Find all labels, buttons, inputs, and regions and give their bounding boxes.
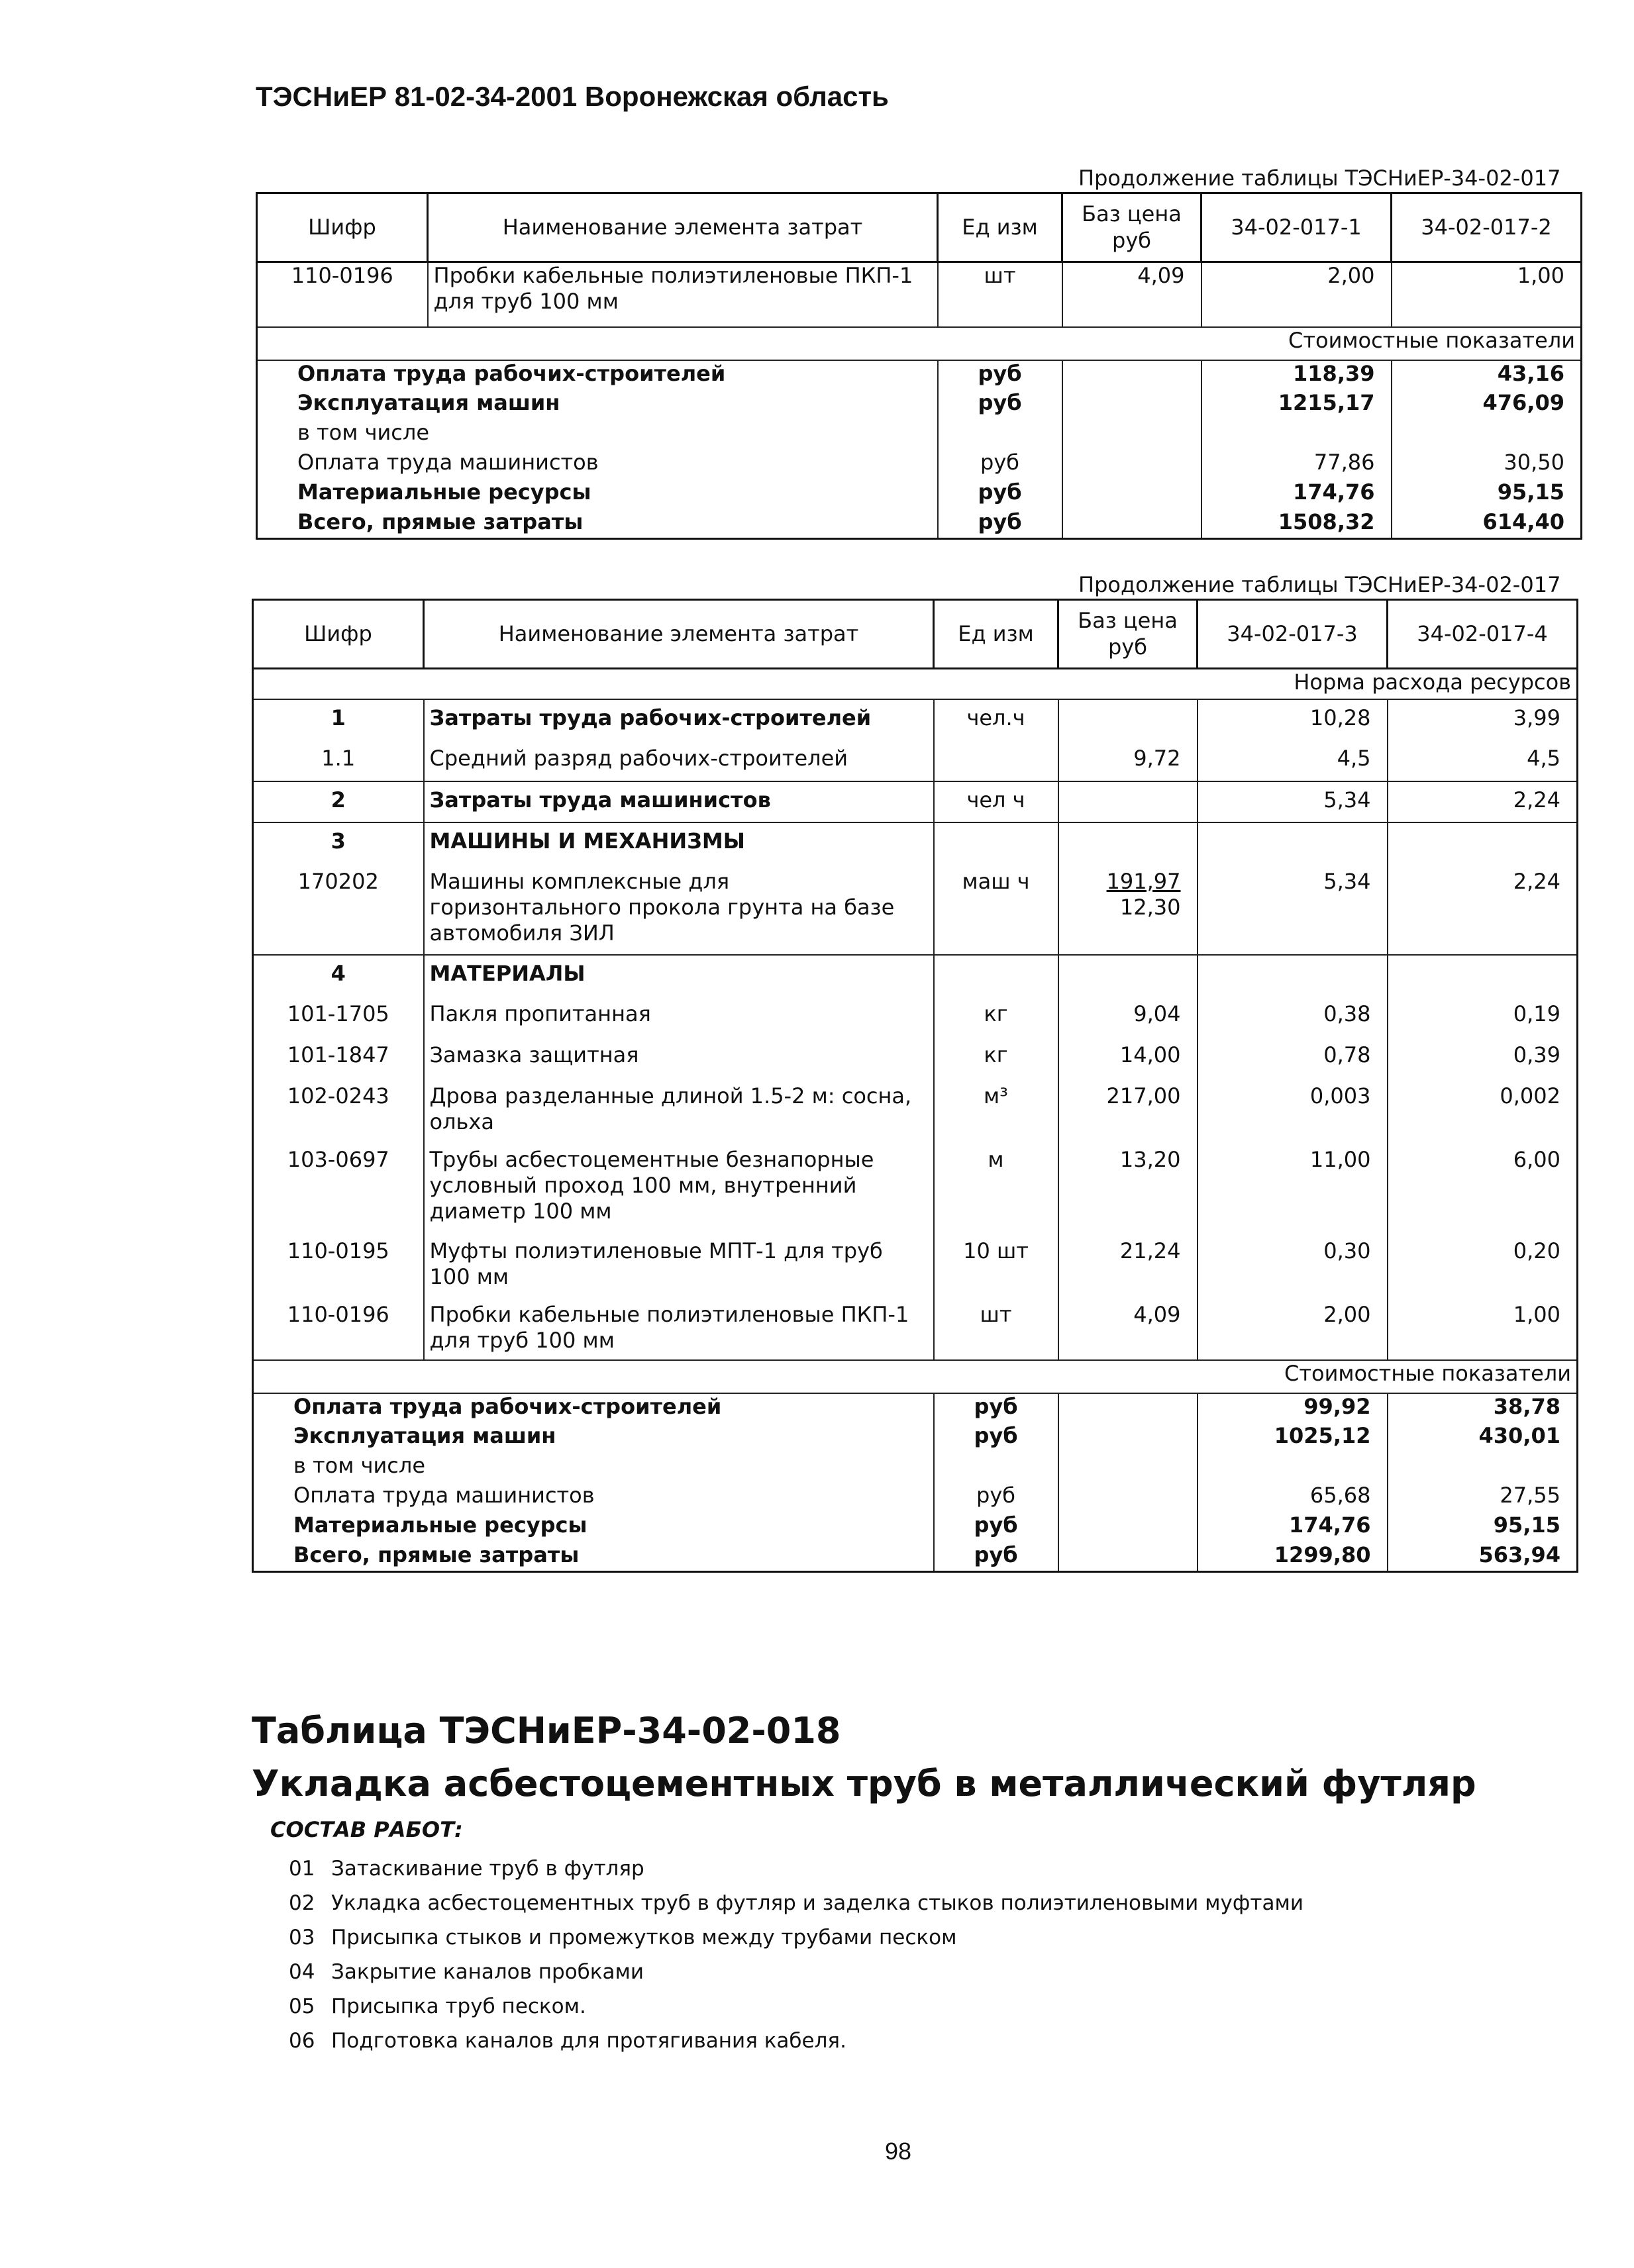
cell-code: 103-0697: [253, 1142, 424, 1233]
cost-value-2: 563,94: [1388, 1542, 1578, 1572]
cell-value-2: 1,00: [1392, 262, 1582, 327]
cell-code: 4: [253, 955, 424, 996]
table-row: [253, 955, 1578, 996]
cost-price-empty: [1058, 1393, 1198, 1423]
cost-unit: [938, 420, 1062, 450]
header-price: Баз цена руб: [1062, 193, 1201, 262]
cell-unit: кг: [934, 996, 1058, 1037]
header-name: Наименование элемента затрат: [428, 193, 938, 262]
cost-unit: руб: [934, 1512, 1058, 1542]
cell-value-2: [1388, 822, 1578, 863]
cell-price: [1058, 863, 1198, 955]
cost-value-1: [1201, 420, 1392, 450]
cell-code: 102-0243: [253, 1078, 424, 1142]
cost-row: [253, 1423, 1578, 1453]
cost-unit: руб: [938, 390, 1062, 420]
cell-value-1: [1198, 955, 1388, 996]
cost-price-empty: [1058, 1423, 1198, 1453]
work-item: [289, 1886, 1303, 1920]
cell-code: 170202: [253, 863, 424, 955]
cell-value-1: [1198, 822, 1388, 863]
table-row: [253, 699, 1578, 740]
cost-name: Всего, прямые затраты: [253, 1542, 934, 1572]
work-composition-heading: СОСТАВ РАБОТ:: [270, 1817, 463, 1842]
cell-name: МАТЕРИАЛЫ: [424, 955, 934, 996]
cell-value-1: 0,38: [1198, 996, 1388, 1037]
cell-price: 9,04: [1058, 996, 1198, 1037]
cost-value-1: 65,68: [1198, 1483, 1388, 1512]
cell-name: Машины комплексные для горизонтального прокола грунта на базе автомобиля ЗИЛ: [424, 863, 934, 955]
cell-value-2: 0,002: [1388, 1078, 1578, 1142]
header-price: Баз цена руб: [1058, 600, 1198, 669]
cost-value-2: 430,01: [1388, 1423, 1578, 1453]
cell-unit: [934, 822, 1058, 863]
cell-code: 110-0196: [257, 262, 428, 327]
cost-value-2: 614,40: [1392, 509, 1582, 539]
cell-code: 3: [253, 822, 424, 863]
header-name: Наименование элемента затрат: [424, 600, 934, 669]
cell-value-1: 10,28: [1198, 699, 1388, 740]
cell-value-1: 0,30: [1198, 1233, 1388, 1297]
cell-code: 1.1: [253, 740, 424, 781]
work-item-text: Подготовка каналов для протягивания кабеля.: [331, 2029, 846, 2053]
resource-table-1: [256, 192, 1582, 540]
cost-value-2: 95,15: [1388, 1512, 1578, 1542]
cost-price-empty: [1062, 390, 1201, 420]
work-item: [289, 1989, 1303, 2024]
cost-price-empty: [1062, 360, 1201, 390]
cell-value-2: 0,20: [1388, 1233, 1578, 1297]
cost-price-empty: [1058, 1483, 1198, 1512]
cost-name: в том числе: [257, 420, 938, 450]
cost-unit: руб: [934, 1423, 1058, 1453]
table-row: [253, 1233, 1578, 1297]
cell-name: Затраты труда рабочих-строителей: [424, 699, 934, 740]
cell-price: [1058, 699, 1198, 740]
cell-value-2: [1388, 955, 1578, 996]
cell-value-2: 4,5: [1388, 740, 1578, 781]
cost-value-2: 476,09: [1392, 390, 1582, 420]
cost-unit: руб: [934, 1483, 1058, 1512]
cost-price-empty: [1062, 509, 1201, 539]
header-col1: 34-02-017-3: [1198, 600, 1388, 669]
cell-price: 4,09: [1062, 262, 1201, 327]
cost-value-2: [1392, 420, 1582, 450]
cell-code: 110-0195: [253, 1233, 424, 1297]
cell-value-1: 2,00: [1198, 1297, 1388, 1360]
cell-code: 2: [253, 781, 424, 822]
cost-unit: руб: [938, 360, 1062, 390]
cell-name: Пробки кабельные полиэтиленовые ПКП-1 для труб 100 мм: [428, 262, 938, 327]
cell-value-2: 2,24: [1388, 863, 1578, 955]
cell-unit: 10 шт: [934, 1233, 1058, 1297]
header-col2: 34-02-017-2: [1392, 193, 1582, 262]
cell-value-2: 2,24: [1388, 781, 1578, 822]
cell-name: Дрова разделанные длиной 1.5-2 м: сосна, ольха: [424, 1078, 934, 1142]
table-row: [253, 1078, 1578, 1142]
cell-name: Затраты труда машинистов: [424, 781, 934, 822]
price-secondary: 12,30: [1119, 894, 1181, 920]
cost-unit: руб: [938, 450, 1062, 479]
price-primary: 191,97: [1106, 868, 1181, 894]
cell-code: 101-1847: [253, 1037, 424, 1078]
cell-value-1: 5,34: [1198, 863, 1388, 955]
cost-value-1: 174,76: [1201, 479, 1392, 509]
cell-price: 21,24: [1058, 1233, 1198, 1297]
work-item-text: Присыпка стыков и промежутков между трубами песком: [331, 1926, 957, 1949]
table-row: [253, 1142, 1578, 1233]
cost-unit: руб: [934, 1542, 1058, 1572]
header-unit: Ед изм: [934, 600, 1058, 669]
work-item-number: 03: [289, 1926, 315, 1949]
header-col1: 34-02-017-1: [1201, 193, 1392, 262]
resource-table-2: [252, 599, 1578, 1573]
work-composition-list: [289, 1851, 1303, 2058]
cell-price: 9,72: [1058, 740, 1198, 781]
cost-row: [257, 390, 1582, 420]
cost-value-2: 43,16: [1392, 360, 1582, 390]
cost-name: Материальные ресурсы: [257, 479, 938, 509]
work-item-text: Присыпка труб песком.: [331, 1995, 586, 2018]
cost-name: Материальные ресурсы: [253, 1512, 934, 1542]
cost-row: [257, 420, 1582, 450]
cost-value-1: 1025,12: [1198, 1423, 1388, 1453]
cell-name: Замазка защитная: [424, 1037, 934, 1078]
cell-value-1: 0,78: [1198, 1037, 1388, 1078]
cost-row: [257, 450, 1582, 479]
cell-code: 1: [253, 699, 424, 740]
cell-unit: [934, 955, 1058, 996]
table-row: [253, 740, 1578, 781]
table-row: [253, 863, 1578, 955]
table-subtitle: Укладка асбестоцементных труб в металлический футляр: [252, 1763, 1476, 1804]
cell-name: Муфты полиэтиленовые МПТ-1 для труб 100 мм: [424, 1233, 934, 1297]
cell-name: Трубы асбестоцементные безнапорные условный проход 100 мм, внутренний диаметр 100 мм: [424, 1142, 934, 1233]
cell-unit: [934, 740, 1058, 781]
cost-value-2: [1388, 1453, 1578, 1483]
cost-name: в том числе: [253, 1453, 934, 1483]
cell-unit: маш ч: [934, 863, 1058, 955]
cost-name: Всего, прямые затраты: [257, 509, 938, 539]
cost-value-1: 77,86: [1201, 450, 1392, 479]
cell-price: [1058, 822, 1198, 863]
cost-name: Оплата труда рабочих-строителей: [253, 1393, 934, 1423]
cost-row: [253, 1512, 1578, 1542]
work-item: [289, 1920, 1303, 1955]
cost-value-2: 95,15: [1392, 479, 1582, 509]
table-row: [253, 996, 1578, 1037]
cell-value-1: 11,00: [1198, 1142, 1388, 1233]
cell-code: 101-1705: [253, 996, 424, 1037]
cell-unit: чел ч: [934, 781, 1058, 822]
cell-unit: м: [934, 1142, 1058, 1233]
page-number: 98: [885, 2138, 912, 2165]
cost-value-1: 174,76: [1198, 1512, 1388, 1542]
cell-value-2: 0,39: [1388, 1037, 1578, 1078]
cost-name: Оплата труда машинистов: [257, 450, 938, 479]
cost-value-2: 27,55: [1388, 1483, 1578, 1512]
cell-price: [1058, 955, 1198, 996]
work-item-number: 02: [289, 1891, 315, 1915]
cost-value-1: 118,39: [1201, 360, 1392, 390]
cell-name: МАШИНЫ И МЕХАНИЗМЫ: [424, 822, 934, 863]
cost-unit: руб: [934, 1393, 1058, 1423]
cell-name: Средний разряд рабочих-строителей: [424, 740, 934, 781]
cell-value-1: 4,5: [1198, 740, 1388, 781]
cost-name: Оплата труда машинистов: [253, 1483, 934, 1512]
table-row: [253, 1297, 1578, 1360]
cell-value-1: 2,00: [1201, 262, 1392, 327]
cost-value-1: 1508,32: [1201, 509, 1392, 539]
cell-price: 13,20: [1058, 1142, 1198, 1233]
cost-price-empty: [1058, 1512, 1198, 1542]
cell-price: 4,09: [1058, 1297, 1198, 1360]
header-code: Шифр: [253, 600, 424, 669]
work-item-number: 05: [289, 1995, 315, 2018]
cost-value-1: 1299,80: [1198, 1542, 1388, 1572]
cell-value-2: 3,99: [1388, 699, 1578, 740]
cost-value-1: [1198, 1453, 1388, 1483]
cell-value-2: 0,19: [1388, 996, 1578, 1037]
cell-value-2: 1,00: [1388, 1297, 1578, 1360]
cost-value-2: 30,50: [1392, 450, 1582, 479]
cost-value-2: 38,78: [1388, 1393, 1578, 1423]
cost-row: [253, 1483, 1578, 1512]
work-item-text: Закрытие каналов пробками: [331, 1960, 644, 1984]
cost-name: Эксплуатация машин: [253, 1423, 934, 1453]
cost-row: [257, 479, 1582, 509]
work-item-text: Затаскивание труб в футляр: [331, 1857, 644, 1881]
cost-value-1: 1215,17: [1201, 390, 1392, 420]
cost-row: [253, 1393, 1578, 1423]
cell-code: 110-0196: [253, 1297, 424, 1360]
work-item: [289, 1955, 1303, 1989]
cell-unit: шт: [934, 1297, 1058, 1360]
work-item: [289, 1851, 1303, 1886]
cell-unit: чел.ч: [934, 699, 1058, 740]
work-item-number: 01: [289, 1857, 315, 1881]
cell-name: Пробки кабельные полиэтиленовые ПКП-1 для труб 100 мм: [424, 1297, 934, 1360]
cell-unit: шт: [938, 262, 1062, 327]
cost-row: [257, 360, 1582, 390]
cost-row: [253, 1453, 1578, 1483]
cell-value-1: 0,003: [1198, 1078, 1388, 1142]
cost-value-1: 99,92: [1198, 1393, 1388, 1423]
table1-caption: Продолжение таблицы ТЭСНиЕР-34-02-017: [1078, 166, 1561, 191]
cell-value-1: 5,34: [1198, 781, 1388, 822]
work-item-text: Укладка асбестоцементных труб в футляр и заделка стыков полиэтиленовыми муфтами: [331, 1891, 1303, 1915]
table-title: Таблица ТЭСНиЕР-34-02-018: [252, 1710, 841, 1751]
table-row: [253, 822, 1578, 863]
header-unit: Ед изм: [938, 193, 1062, 262]
table-row: [253, 1037, 1578, 1078]
cost-row: [257, 509, 1582, 539]
cell-unit: м³: [934, 1078, 1058, 1142]
cost-price-empty: [1062, 479, 1201, 509]
cost-price-empty: [1062, 420, 1201, 450]
work-item: [289, 2024, 1303, 2058]
table2-caption: Продолжение таблицы ТЭСНиЕР-34-02-017: [1078, 572, 1561, 597]
cost-unit: руб: [938, 509, 1062, 539]
cost-price-empty: [1058, 1453, 1198, 1483]
cost-row: [253, 1542, 1578, 1572]
work-item-number: 04: [289, 1960, 315, 1984]
table-row: [257, 262, 1582, 327]
cost-price-empty: [1062, 450, 1201, 479]
header-col2: 34-02-017-4: [1388, 600, 1578, 669]
table-row: [253, 781, 1578, 822]
work-item-number: 06: [289, 2029, 315, 2053]
cost-unit: руб: [938, 479, 1062, 509]
cost-price-empty: [1058, 1542, 1198, 1572]
cell-price: [1058, 781, 1198, 822]
cost-name: Эксплуатация машин: [257, 390, 938, 420]
cell-name: Пакля пропитанная: [424, 996, 934, 1037]
cell-unit: кг: [934, 1037, 1058, 1078]
document-header: ТЭСНиЕР 81-02-34-2001 Воронежская область: [256, 81, 889, 112]
cost-indicators-label: Стоимостные показатели: [257, 327, 1582, 360]
cell-price: 14,00: [1058, 1037, 1198, 1078]
cell-value-2: 6,00: [1388, 1142, 1578, 1233]
cost-unit: [934, 1453, 1058, 1483]
norm-label: Норма расхода ресурсов: [253, 669, 1578, 699]
cell-price: 217,00: [1058, 1078, 1198, 1142]
cost-name: Оплата труда рабочих-строителей: [257, 360, 938, 390]
cost-indicators-label: Стоимостные показатели: [253, 1360, 1578, 1393]
header-code: Шифр: [257, 193, 428, 262]
